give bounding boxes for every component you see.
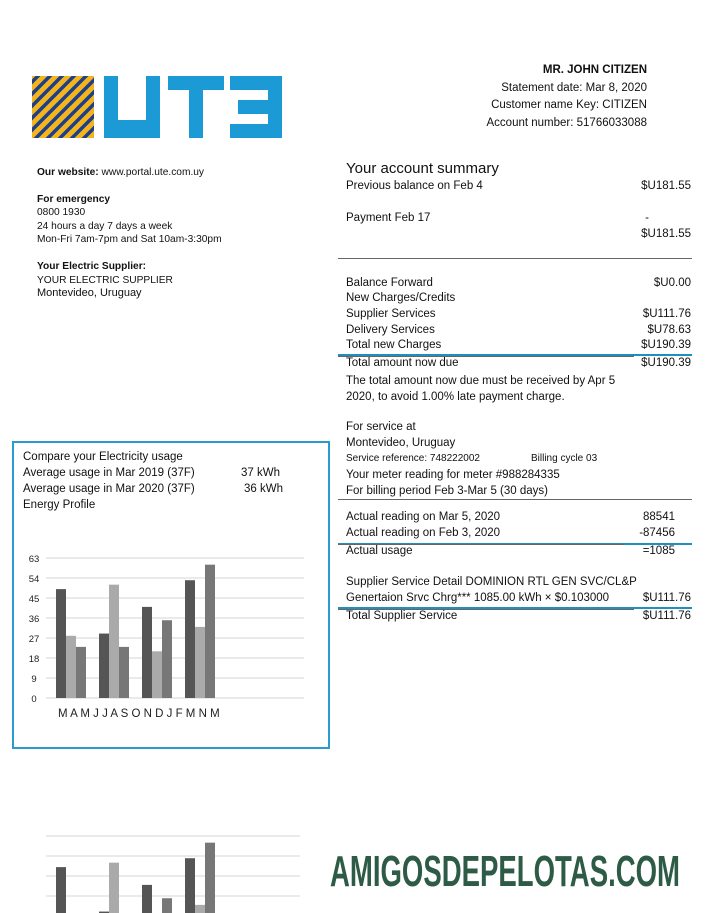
billing-period: For billing period Feb 3-Mar 5 (30 days) xyxy=(346,485,548,497)
supplier-detail-row-2 xyxy=(346,592,691,608)
actual-usage-row xyxy=(346,545,691,561)
website-line xyxy=(37,166,317,180)
service-reference-line xyxy=(346,451,646,467)
contact-info xyxy=(37,166,317,301)
bar xyxy=(195,905,205,913)
previous-balance-row xyxy=(346,180,691,196)
total-supplier-label: Total Supplier Service xyxy=(346,610,458,622)
service-info xyxy=(346,419,646,499)
supplier-name: YOUR ELECTRIC SUPPLIER xyxy=(37,274,173,286)
bar xyxy=(195,627,205,698)
divider xyxy=(338,356,634,357)
ute-logo-graphic xyxy=(32,76,282,138)
actual-mar-row xyxy=(346,511,691,527)
supplier-detail-row xyxy=(346,576,691,592)
supplier-detail-value: $U111.76 xyxy=(642,592,691,604)
delivery-services-row xyxy=(346,324,691,340)
customer-header xyxy=(487,62,647,132)
new-charges-label: New Charges/Credits xyxy=(346,292,456,304)
customer-key: Customer name Key: CITIZEN xyxy=(491,99,647,111)
actual-feb-row xyxy=(346,527,691,543)
supplier-services-row xyxy=(346,308,691,324)
new-charges-row xyxy=(346,292,691,308)
bar xyxy=(142,885,152,913)
avg-2020-label: Average usage in Mar 2020 (37F) xyxy=(23,483,195,495)
actual-mar-label: Actual reading on Mar 5, 2020 xyxy=(346,511,501,523)
payment-amount-row xyxy=(346,228,691,244)
balance-forward-row xyxy=(346,277,691,293)
total-due-row xyxy=(346,357,691,373)
website-label: Our website: xyxy=(37,167,99,178)
supplier-services-label: Supplier Services xyxy=(346,308,436,320)
bar xyxy=(56,589,66,698)
y-tick-label: 36 xyxy=(28,614,40,625)
watermark xyxy=(330,838,690,898)
y-tick-label: 0 xyxy=(31,694,37,705)
payment-label: Payment Feb 17 xyxy=(346,212,431,224)
bar xyxy=(119,647,129,698)
due-notice-line: The total amount now due must be received by Apr 5 xyxy=(346,375,616,387)
balance-forward-label: Balance Forward xyxy=(346,277,433,289)
avg-2020-value: 36 kWh xyxy=(244,483,283,495)
ute-logo xyxy=(32,76,282,138)
avg-2020-row xyxy=(23,481,323,497)
actual-feb-label: Actual reading on Feb 3, 2020 xyxy=(346,527,501,539)
bar xyxy=(152,651,162,698)
bar xyxy=(205,565,215,698)
usage-compare-box xyxy=(12,441,330,749)
total-due-label: Total amount now due xyxy=(346,357,459,369)
delivery-services-value: $U78.63 xyxy=(647,324,691,336)
energy-profile-chart xyxy=(14,538,328,720)
divider xyxy=(338,499,692,500)
service-reference: Service reference: 748222002 xyxy=(346,453,480,464)
usage-compare-text xyxy=(23,449,323,513)
due-notice-line: 2020, to avoid 1.00% late payment charge. xyxy=(346,391,565,403)
emergency-hours: 24 hours a day 7 days a week xyxy=(37,220,173,232)
bar xyxy=(109,585,119,698)
actual-usage-value: =1085 xyxy=(642,545,675,557)
website-link[interactable]: www.portal.ute.com.uy xyxy=(101,167,205,178)
bar xyxy=(142,607,152,698)
energy-profile-label: Energy Profile xyxy=(23,499,96,511)
emergency-label: For emergency xyxy=(37,193,111,205)
divider xyxy=(338,258,692,259)
supplier-services-value: $U111.76 xyxy=(642,308,691,320)
delivery-services-label: Delivery Services xyxy=(346,324,435,336)
y-tick-label: 18 xyxy=(28,654,40,665)
bar xyxy=(162,898,172,913)
total-supplier-row xyxy=(346,610,691,626)
total-due-value: $U190.39 xyxy=(641,357,691,369)
compare-title: Compare your Electricity usage xyxy=(23,451,183,463)
bar xyxy=(66,636,76,698)
bar xyxy=(109,863,119,913)
y-tick-label: 54 xyxy=(28,574,40,585)
balance-forward-value: $U0.00 xyxy=(653,277,691,289)
avg-2019-label: Average usage in Mar 2019 (37F) xyxy=(23,467,195,479)
avg-2019-row xyxy=(23,465,323,481)
divider xyxy=(338,544,624,545)
energy-profile-chart-repeat xyxy=(30,830,320,913)
due-notice xyxy=(346,373,666,405)
divider xyxy=(338,609,634,610)
bar xyxy=(162,620,172,698)
actual-feb-value: -87456 xyxy=(639,527,675,539)
supplier-detail-label: Supplier Service Detail DOMINION RTL GEN SVC/CL&P xyxy=(346,576,637,588)
bar xyxy=(76,647,86,698)
customer-name: MR. JOHN CITIZEN xyxy=(542,64,647,76)
total-supplier-value: $U111.76 xyxy=(642,610,691,622)
bar xyxy=(205,843,215,913)
bar xyxy=(185,580,195,698)
watermark-text: AMIGOSDEPELOTAS.COM xyxy=(330,847,680,896)
statement-date: Statement date: Mar 8, 2020 xyxy=(501,81,647,94)
service-city: Montevideo, Uruguay xyxy=(346,437,456,449)
payment-amount: $U181.55 xyxy=(641,228,691,240)
office-hours: Mon-Fri 7am-7pm and Sat 10am-3:30pm xyxy=(37,234,222,246)
service-at-label: For service at xyxy=(346,421,416,433)
bar xyxy=(185,858,195,913)
supplier-label: Your Electric Supplier: xyxy=(37,260,147,272)
previous-balance-value: $U181.55 xyxy=(641,180,691,192)
account-summary-title: Your account summary xyxy=(346,160,499,177)
y-tick-label: 9 xyxy=(31,674,37,685)
bar xyxy=(99,634,109,698)
y-tick-label: 45 xyxy=(28,594,40,605)
bar xyxy=(56,867,66,913)
actual-usage-label: Actual usage xyxy=(346,545,413,557)
payment-row xyxy=(346,212,691,228)
supplier-city: Montevideo, Uruguay xyxy=(37,287,142,300)
x-axis-labels: M A M J J A S O N D J F M N M xyxy=(58,708,220,720)
meter-reading: Your meter reading for meter #988284335 xyxy=(346,469,560,481)
y-tick-label: 27 xyxy=(28,634,40,645)
supplier-detail-charge: Genertaion Srvc Chrg*** 1085.00 kWh × $0.103000 xyxy=(346,592,610,604)
watermark-graphic xyxy=(330,838,690,898)
previous-balance-label: Previous balance on Feb 4 xyxy=(346,180,483,192)
y-tick-label: 63 xyxy=(28,554,40,565)
total-new-label: Total new Charges xyxy=(346,339,442,351)
total-new-row xyxy=(346,339,691,355)
account-number: Account number: 51766033088 xyxy=(486,116,647,129)
payment-dash: - xyxy=(645,212,649,224)
actual-mar-value: 88541 xyxy=(643,511,675,523)
total-new-value: $U190.39 xyxy=(641,339,691,351)
emergency-phone: 0800 1930 xyxy=(37,207,86,219)
billing-cycle: Billing cycle 03 xyxy=(531,453,598,464)
avg-2019-value: 37 kWh xyxy=(241,467,280,479)
